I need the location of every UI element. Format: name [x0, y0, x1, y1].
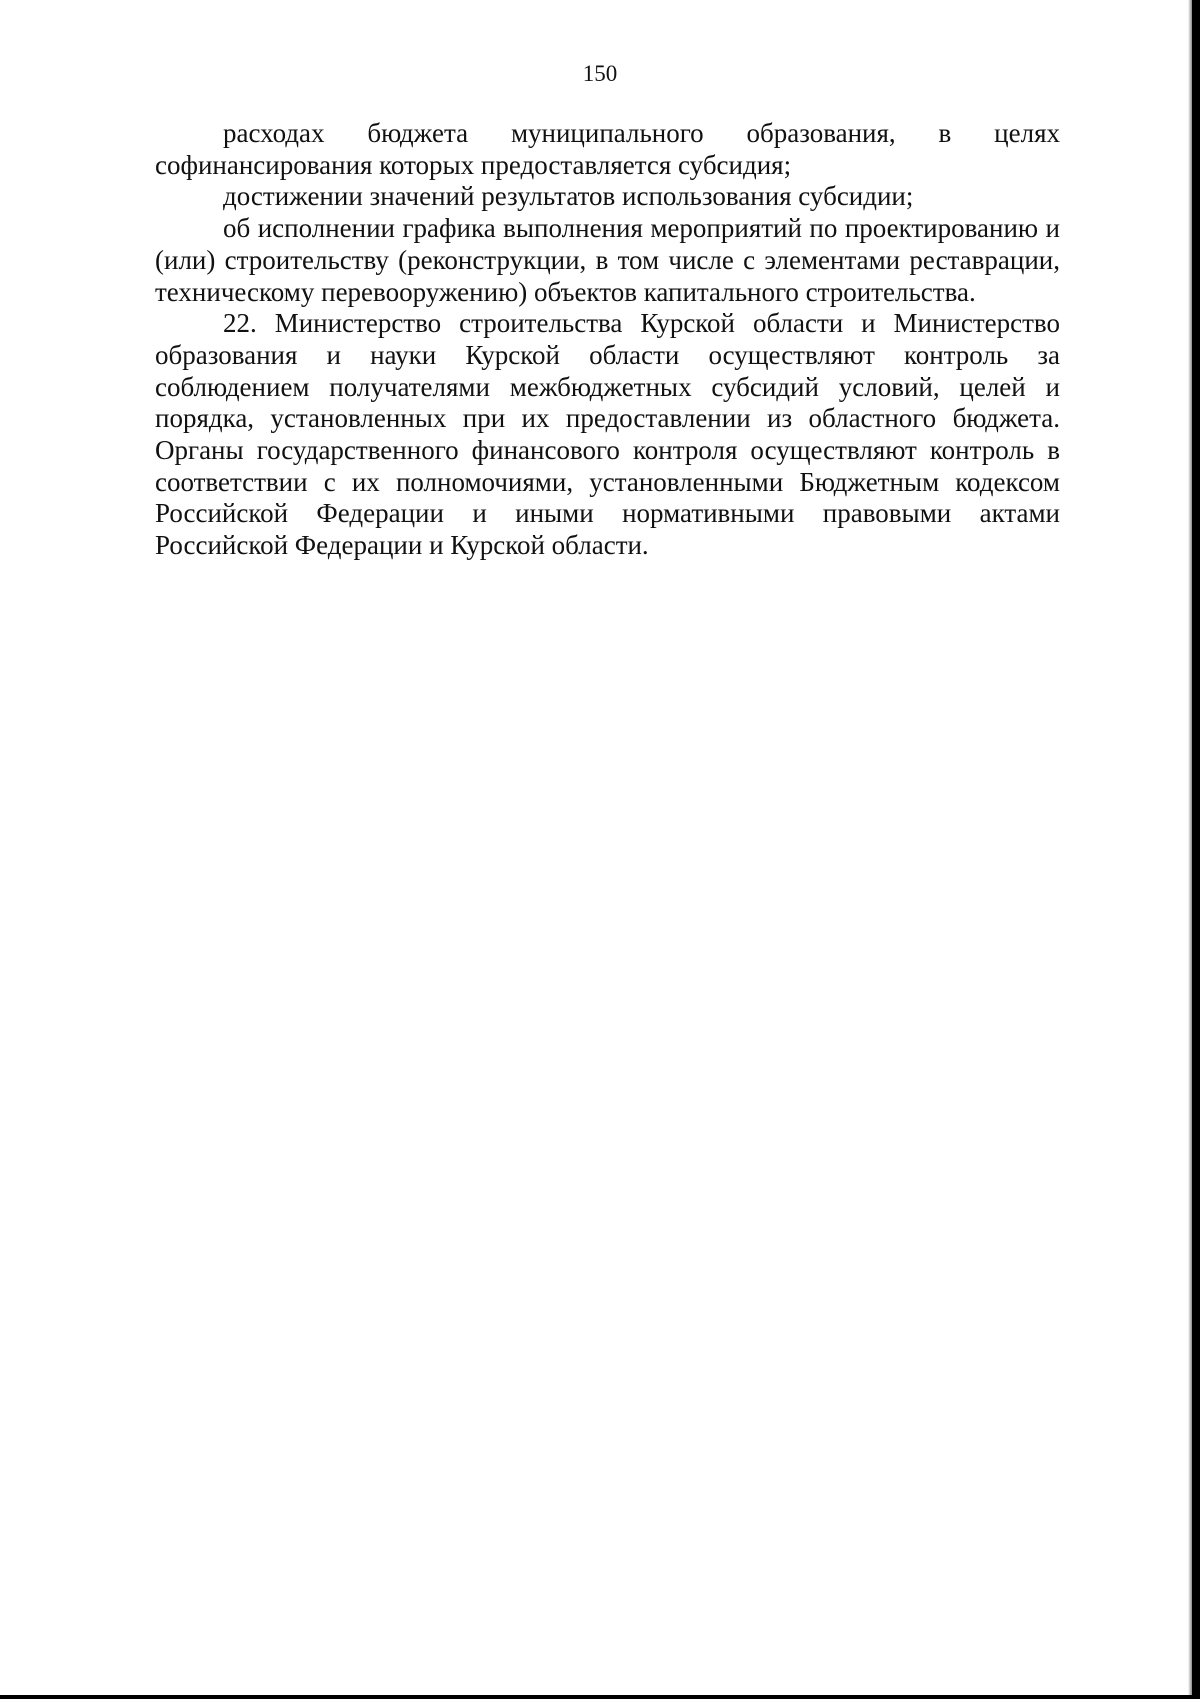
page-number: 150 — [582, 61, 618, 86]
paragraph-results-achievement: достижении значений результатов использования субсидии; — [223, 181, 914, 212]
paragraph-budget-expenses: расходах бюджета муниципального образования, в целях софинансирования которых предоставляется субсидия; — [155, 118, 1060, 180]
paragraph-22-control: 22. Министерство строительства Курской области и Министерство образования и науки Курской области осуществляют контроль за соблюдением получателями межбюджетных субсидий условий, целей и порядка, установленных при их предоставлении из областного бюджета. Органы государственного финансового контроля осуществляют контроль в соответствии с их полномочиями, установленными Бюджетным кодексом Российской Федерации и иными нормативными правовыми актами Российской Федерации и Курской области. — [155, 308, 1060, 561]
scan-edge-bottom — [0, 1695, 1200, 1699]
scan-edge-right — [1192, 0, 1200, 1699]
document-body — [155, 118, 1060, 562]
paragraph-schedule-execution: об исполнении графика выполнения мероприятий по проектированию и (или) строительству (реконструкции, в том числе с элементами реставрации, техническому перевооружению) объектов капитального строительства. — [155, 213, 1060, 307]
